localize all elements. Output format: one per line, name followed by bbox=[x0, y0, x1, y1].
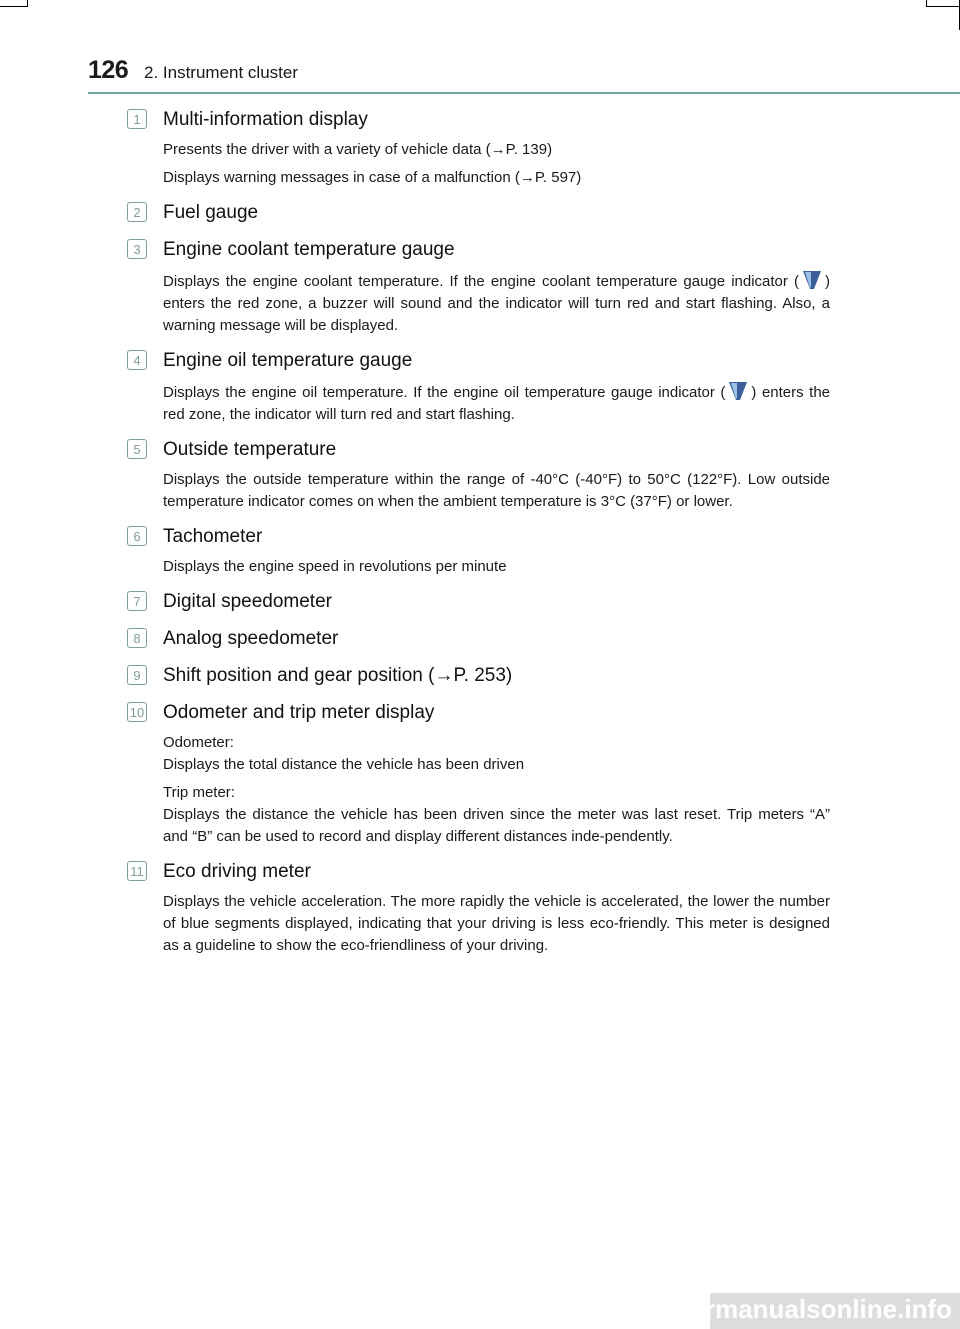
item-list bbox=[127, 106, 830, 967]
item-title: Engine coolant temperature gauge bbox=[163, 239, 455, 260]
item-title: Fuel gauge bbox=[163, 202, 259, 223]
item-title: Multi-information display bbox=[163, 109, 368, 130]
crop-mark bbox=[0, 6, 28, 7]
item-number-marker: 5 bbox=[127, 439, 147, 459]
item-description bbox=[163, 269, 830, 337]
list-item bbox=[127, 236, 830, 337]
item-description bbox=[163, 380, 830, 426]
item-number-marker: 7 bbox=[127, 591, 147, 611]
item-number-marker: 1 bbox=[127, 109, 147, 129]
list-item bbox=[127, 699, 830, 848]
header-rule bbox=[88, 92, 960, 94]
trip-meter-label: Trip meter: bbox=[163, 784, 235, 801]
watermark-text: carmanualsonline.info bbox=[676, 1294, 952, 1324]
item-title: Odometer and trip meter display bbox=[163, 702, 435, 723]
page-header bbox=[88, 56, 960, 96]
coolant-gauge-indicator-icon bbox=[799, 269, 825, 291]
description-text: Displays the engine coolant temperature. If the engine coolant temperature gauge indicator ( bbox=[163, 273, 799, 290]
trip-meter-text: Displays the distance the vehicle has been driven since the meter was last reset. Trip meters “A” and “B” can be used to record and display different distances inde-pendently. bbox=[163, 806, 830, 845]
description-text: Displays the engine oil temperature. If the engine oil temperature gauge indicator ( bbox=[163, 384, 726, 401]
item-title: Engine oil temperature gauge bbox=[163, 350, 413, 371]
item-title: Tachometer bbox=[163, 526, 263, 547]
list-item bbox=[127, 106, 830, 189]
item-title: Digital speedometer bbox=[163, 591, 332, 612]
item-title: Shift position and gear position (→P. 253) bbox=[163, 665, 513, 686]
list-item bbox=[127, 662, 830, 689]
item-description bbox=[163, 556, 830, 578]
list-item bbox=[127, 199, 830, 226]
section-title: 2. Instrument cluster bbox=[144, 63, 299, 82]
list-item bbox=[127, 523, 830, 578]
item-description bbox=[163, 139, 830, 189]
list-item bbox=[127, 436, 830, 513]
crop-mark bbox=[926, 6, 960, 7]
item-number-marker: 10 bbox=[127, 702, 147, 722]
item-number-marker: 3 bbox=[127, 239, 147, 259]
description-text: Displays the vehicle acceleration. The more rapidly the vehicle is accelerated, the lower the number of blue segments displayed, indicating that your driving is less eco-friendly. This meter is designed as a guideline to show the eco-friendliness of your driving. bbox=[163, 893, 830, 954]
item-description bbox=[163, 469, 830, 513]
list-item bbox=[127, 347, 830, 426]
item-description bbox=[163, 732, 830, 848]
watermark-banner bbox=[676, 1293, 960, 1329]
item-number-marker: 4 bbox=[127, 350, 147, 370]
description-text: ) enters the red zone, the indicator will turn red and start flashing. bbox=[163, 384, 831, 423]
item-number-marker: 9 bbox=[127, 665, 147, 685]
page-number: 126 bbox=[88, 56, 129, 84]
odometer-text: Displays the total distance the vehicle has been driven bbox=[163, 756, 525, 773]
item-title: Outside temperature bbox=[163, 439, 337, 460]
description-text: Displays the engine speed in revolutions per minute bbox=[163, 558, 507, 575]
odometer-label: Odometer: bbox=[163, 734, 234, 751]
item-number-marker: 6 bbox=[127, 526, 147, 546]
item-number-marker: 2 bbox=[127, 202, 147, 222]
list-item bbox=[127, 588, 830, 615]
item-title: Analog speedometer bbox=[163, 628, 339, 649]
item-number-marker: 8 bbox=[127, 628, 147, 648]
description-line: Displays warning messages in case of a malfunction (→P. 597) bbox=[163, 169, 582, 186]
description-text: ) enters the red zone, a buzzer will sound and the indicator will turn red and start flashing. Also, a warning message will be displayed. bbox=[163, 273, 830, 334]
item-number-marker: 11 bbox=[127, 861, 147, 881]
item-title: Eco driving meter bbox=[163, 861, 311, 882]
oil-gauge-indicator-icon bbox=[725, 380, 751, 402]
list-item bbox=[127, 858, 830, 957]
item-description bbox=[163, 891, 830, 957]
description-text: Displays the outside temperature within the range of -40°C (-40°F) to 50°C (122°F). Low outside temperature indicator comes on when the ambient temperature is 3°C (37°F) or lower. bbox=[163, 471, 830, 510]
description-line: Presents the driver with a variety of vehicle data (→P. 139) bbox=[163, 141, 553, 158]
list-item bbox=[127, 625, 830, 652]
